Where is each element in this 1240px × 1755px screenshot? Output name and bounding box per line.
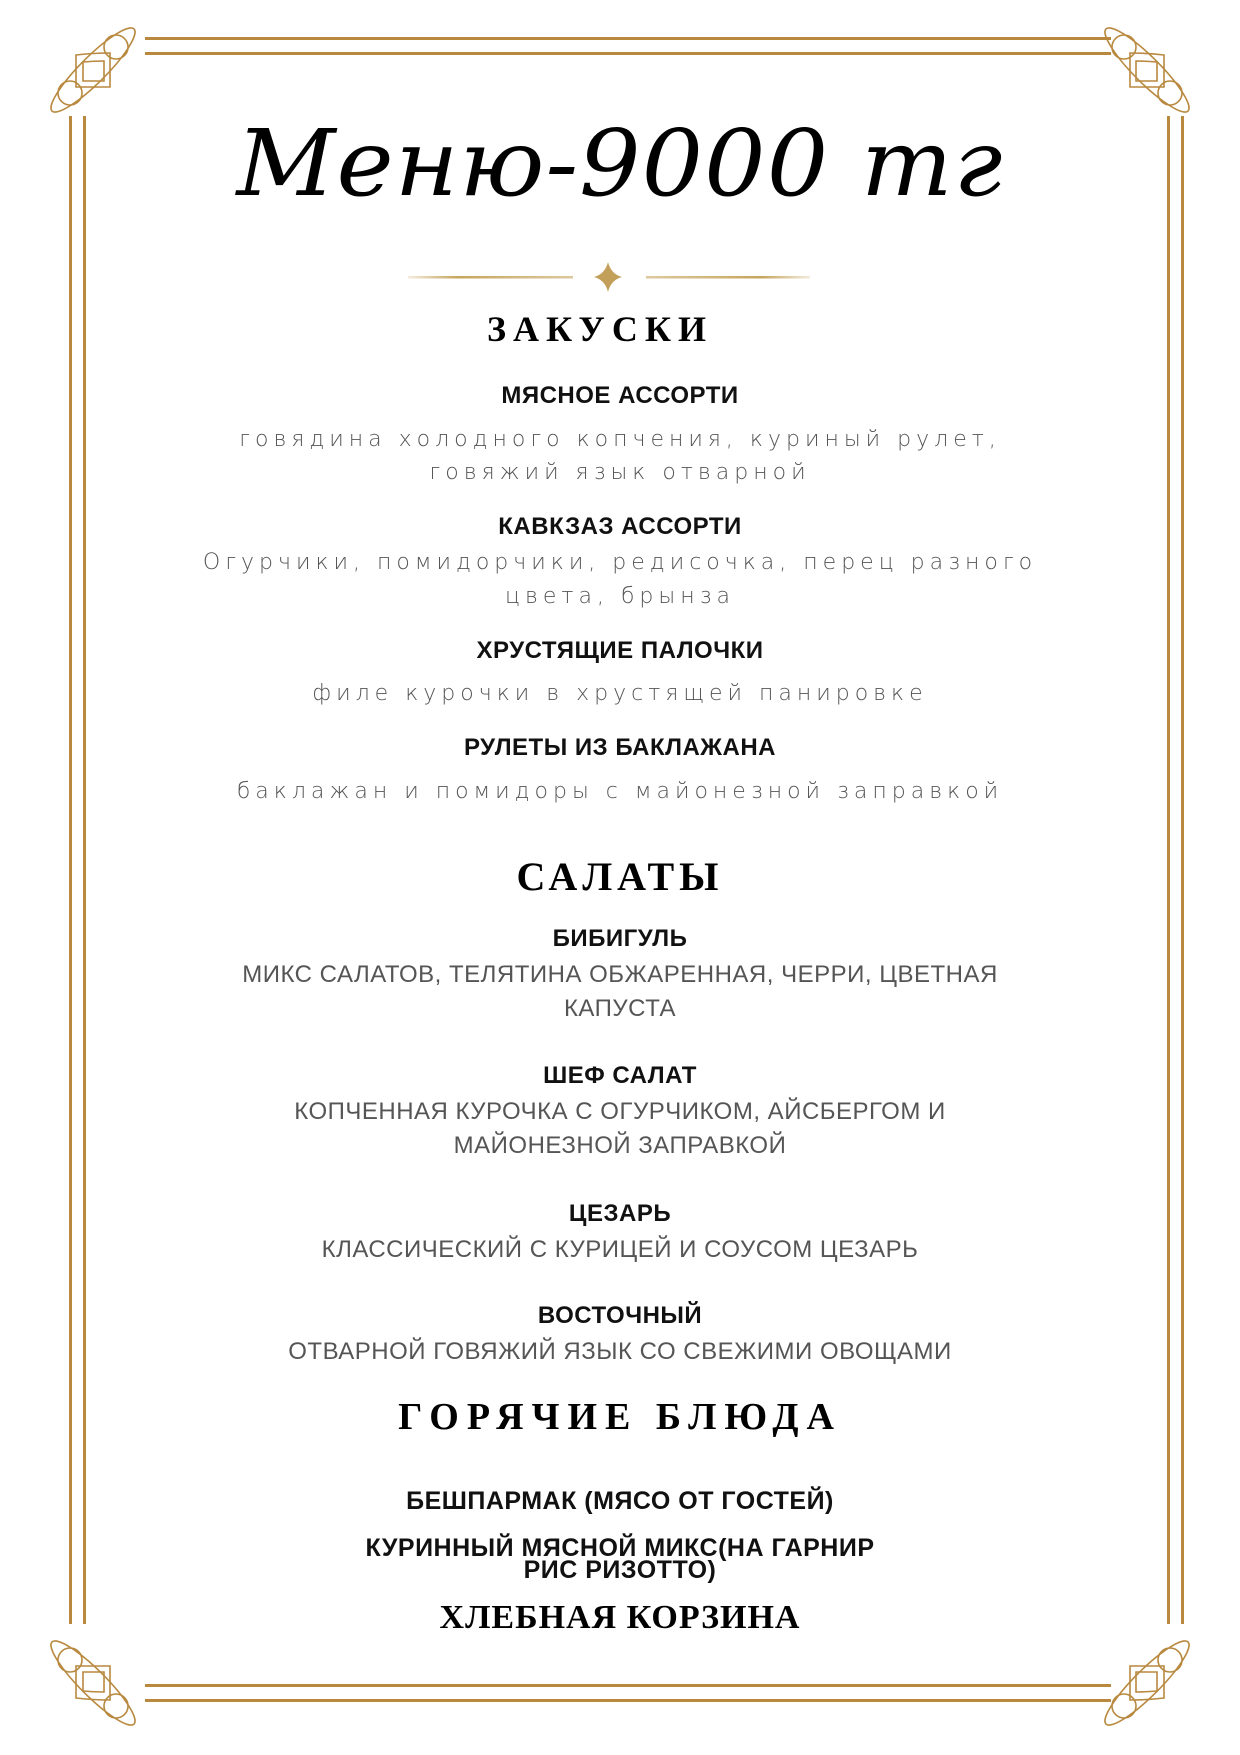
frame-bottom-inner-line [145,1684,1111,1687]
item-description: говядина холодного копчения, куриный рулет, [239,427,1001,452]
item-description: цвета, брынза [505,584,735,609]
item-name: ШЕФ САЛАТ [543,1062,697,1089]
item-name: ХРУСТЯЩИЕ ПАЛОЧКИ [476,637,764,664]
item-description: МАЙОНЕЗНОЙ ЗАПРАВКОЙ [453,1132,787,1159]
item-name: КУРИННЫЙ МЯСНОЙ МИКС(НА ГАРНИР [365,1534,875,1562]
section-title-hot-dishes: ГОРЯЧИЕ БЛЮДА [398,1396,842,1438]
section-title-salads: САЛАТЫ [516,854,724,899]
frame-top-inner-line [145,52,1111,55]
item-name: БИБИГУЛЬ [552,925,688,952]
frame-top-outer-line [145,37,1111,40]
item-name: МЯСНОЕ АССОРТИ [501,382,739,409]
item-description: КЛАССИЧЕСКИЙ С КУРИЦЕЙ И СОУСОМ ЦЕЗАРЬ [321,1236,919,1263]
item-description: ОТВАРНОЙ ГОВЯЖИЙ ЯЗЫК СО СВЕЖИМИ ОВОЩАМИ [288,1338,952,1365]
title-separator [400,262,810,292]
corner-ornament-bottom-right-icon [1092,1628,1202,1738]
corner-ornament-bottom-left-icon [38,1628,148,1738]
item-description: Огурчики, помидорчики, редисочка, перец разного [202,550,1038,575]
item-name: ВОСТОЧНЫЙ [537,1302,703,1329]
item-name: ЦЕЗАРЬ [568,1200,672,1227]
item-description: филе курочки в хрустящей панировке [312,681,928,706]
item-description: говяжий язык отварной [429,460,811,485]
item-name: РИС РИЗОТТО) [523,1556,717,1584]
star-icon [594,262,622,292]
item-name: КАВКЗАЗ АССОРТИ [498,513,742,540]
section-title-bread-basket: ХЛЕБНАЯ КОРЗИНА [439,1599,801,1636]
section-title-appetizers: ЗАКУСКИ [487,309,713,349]
item-name: БЕШПАРМАК (МЯСО ОТ ГОСТЕЙ) [406,1487,834,1515]
item-description: МИКС САЛАТОВ, ТЕЛЯТИНА ОБЖАРЕННАЯ, ЧЕРРИ, ЦВЕТНАЯ [242,961,998,988]
item-name: РУЛЕТЫ ИЗ БАКЛАЖАНА [463,734,776,761]
item-description: КОПЧЕННАЯ КУРОЧКА С ОГУРЧИКОМ, АЙСБЕРГОМ И [294,1098,946,1125]
corner-ornament-top-right-icon [1092,15,1202,125]
item-description: баклажан и помидоры с майонезной заправкой [236,779,1004,804]
menu-title: Меню-9000 тг [236,110,1004,217]
corner-ornament-top-left-icon [38,15,148,125]
item-description: КАПУСТА [563,995,677,1022]
frame-bottom-outer-line [145,1699,1111,1702]
